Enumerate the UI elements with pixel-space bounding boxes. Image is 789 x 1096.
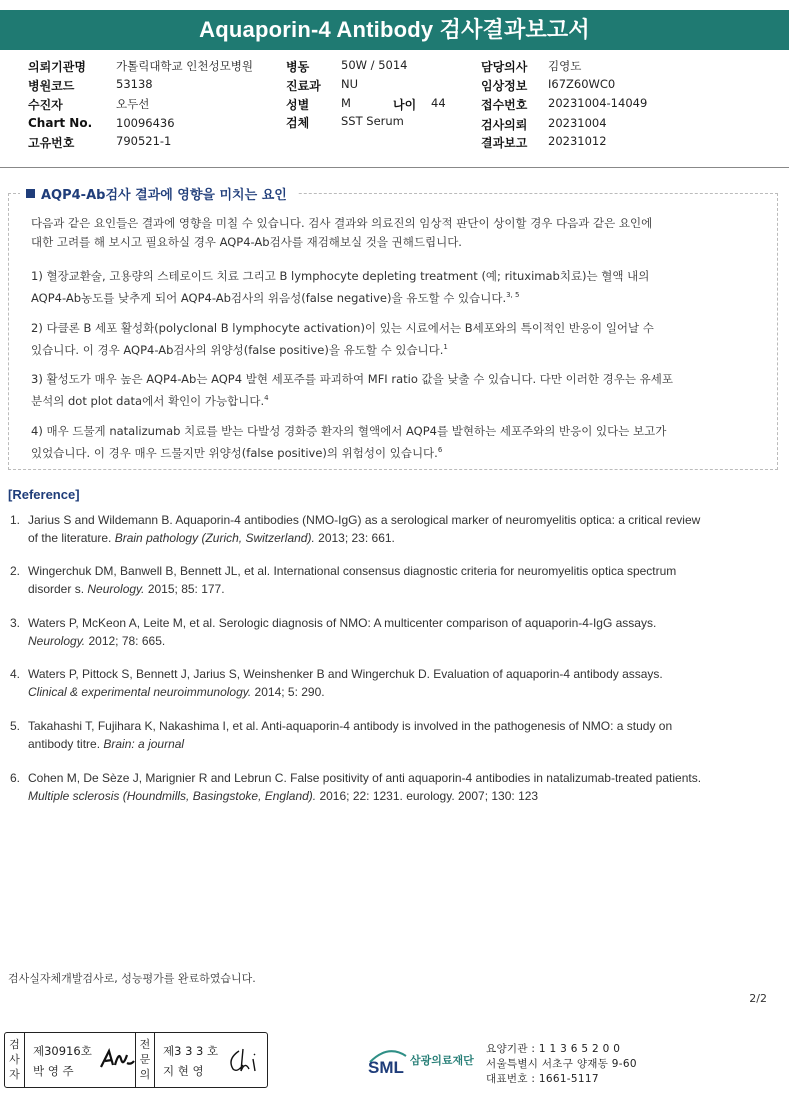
header-value: SST Serum	[341, 114, 404, 128]
factor-item: 3) 활성도가 매우 높은 AQP4-Ab는 AQP4 발현 세포주를 파괴하여 MFI ratio 값을 낮출 수 있습니다. 다만 이러한 경우는 유세포 분석의 dot plot data에서 확인이 가능합니다.$^4$	[31, 372, 673, 408]
header-label: 접수번호	[481, 98, 528, 112]
validation-note: 검사실자체개발검사로, 성능평가를 완료하였습니다.	[8, 972, 256, 985]
header-value: NU	[341, 77, 359, 91]
header-value: M	[341, 96, 351, 110]
factors-title: AQP4-Ab검사 결과에 영향을 미치는 요인	[20, 184, 297, 203]
reference-item: 3. Waters P, McKeon A, Leite M, et al. Serologic diagnosis of NMO: A multicenter comparison of aquaporin-4-IgG assays. Neurology. 2012; 78: 665.	[10, 616, 657, 648]
sml-logo-icon	[366, 1042, 410, 1078]
header-label: 결과보고	[481, 136, 528, 150]
header-value: 790521-1	[116, 134, 172, 148]
org-code: 요양기관 : 1 1 3 6 5 2 0 0	[486, 1043, 621, 1055]
svg-text:SML: SML	[368, 1058, 404, 1077]
org-address: 서울특별시 서초구 양재동 9-60	[486, 1058, 637, 1070]
header-label: Chart No.	[28, 116, 93, 130]
reference-title: [Reference]	[8, 487, 80, 502]
header-label: 담당의사	[481, 60, 528, 74]
technician-license: 제30916호	[33, 1044, 92, 1058]
square-bullet-icon	[26, 189, 35, 198]
factor-item: 1) 혈장교환술, 고용량의 스테로이드 치료 그리고 B lymphocyte depleting treatment (예; rituximab치료)는 혈액 내의 AQP4-Ab농도를 낮추게 되어 AQP4-Ab검사의 위음성(false negative)을 유도할 수 있습니다.$^{3, 5}$	[31, 269, 650, 305]
header-label: 성별	[286, 98, 310, 112]
reference-item: 5. Takahashi T, Fujihara K, Nakashima I, et al. Anti-aquaporin-4 antibody is involved in the pathogenesis of NMO: a study on antibody titre. Brain: a journal	[10, 719, 673, 751]
header-value: 10096436	[116, 116, 175, 130]
header-label: 병원코드	[28, 79, 75, 93]
header-label: 검사의뢰	[481, 118, 528, 132]
physician-name: 지 현 영	[163, 1064, 204, 1078]
header-value: 20231012	[548, 134, 607, 148]
factors-intro: 다음과 같은 요인들은 결과에 영향을 미칠 수 있습니다. 검사 결과와 의료진의 임상적 판단이 상이할 경우 다음과 같은 요인에 대한 고려를 해 보시고 필요하실 경우 AQP4-Ab검사를 재검해보실 것을 권해드립니다.	[31, 216, 653, 249]
org-phone: 대표번호 : 1661-5117	[486, 1073, 599, 1085]
header-label: 고유번호	[28, 136, 75, 150]
header-value: 20231004	[548, 116, 607, 130]
header-label: 나이	[393, 98, 417, 112]
org-name: 삼광의료재단	[410, 1054, 474, 1067]
physician-signature	[225, 1045, 263, 1077]
header-label: 수진자	[28, 98, 63, 112]
factor-item: 4) 매우 드물게 natalizumab 치료를 받는 다발성 경화증 환자의 혈액에서 AQP4를 발현하는 세포주와의 반응이 있다는 보고가 있었습니다. 이 경우 매우 드물지만 위양성(false positive)의 위험성이 있습니다.$^6$	[31, 424, 667, 460]
header-label: 진료과	[286, 79, 321, 93]
reference-item: 1. Jarius S and Wildemann B. Aquaporin-4 antibodies (NMO-IgG) as a serological marker of neuromyelitis optica: a critical review of the literature. Brain pathology (Zurich, Switzerland). 2013; 23: 661.	[10, 513, 701, 545]
technician-name: 박 영 주	[33, 1064, 74, 1078]
header-label: 임상정보	[481, 79, 528, 93]
header-value: 20231004-14049	[548, 96, 648, 110]
page-number: 2/2	[749, 992, 767, 1005]
header-value: I67Z60WC0	[548, 77, 616, 91]
header-value: 53138	[116, 77, 153, 91]
header-value: 오두선	[116, 97, 150, 111]
technician-signature	[97, 1045, 137, 1075]
header-value: 가톨릭대학교 인천성모병원	[116, 59, 253, 73]
header-label: 검체	[286, 116, 310, 130]
physician-license: 제3 3 3 호	[163, 1044, 219, 1058]
header-label: 의뢰기관명	[28, 60, 86, 74]
report-title: Aquaporin-4 Antibody 검사결과보고서	[0, 10, 789, 50]
reference-item: 4. Waters P, Pittock S, Bennett J, Jarius S, Weinshenker B and Wingerchuk D. Evaluation of aquaporin-4 antibody assays. Clinical & experimental neuroimmunology. 2014; 5: 290.	[10, 667, 663, 699]
physician-label: 전 문 의	[135, 1033, 155, 1087]
technician-label: 검 사 자	[5, 1033, 25, 1087]
header-value: 김영도	[548, 59, 582, 73]
header-label: 병동	[286, 60, 310, 74]
factor-item: 2) 다클론 B 세포 활성화(polyclonal B lymphocyte activation)이 있는 시료에서는 B세포와의 특이적인 반응이 일어날 수 있습니다. 이 경우 AQP4-Ab검사의 위양성(false positive)을 유도할 수 있습니다.$^1$	[31, 321, 654, 357]
header-divider	[0, 167, 789, 168]
header-value: 50W / 5014	[341, 58, 408, 72]
header-value: 44	[431, 96, 446, 110]
patient-header	[0, 56, 789, 166]
signature-box	[4, 1032, 268, 1088]
reference-item: 6. Cohen M, De Sèze J, Marignier R and Lebrun C. False positivity of anti aquaporin-4 antibodies in natalizumab-treated patients. Multiple sclerosis (Houndmills, Basingstoke, England). 2016; 22: 1231. eurology. 2007; 130: 123	[10, 771, 702, 803]
reference-item: 2. Wingerchuk DM, Banwell B, Bennett JL, et al. International consensus diagnostic criteria for neuromyelitis optica spectrum disorder s. Neurology. 2015; 85: 177.	[10, 564, 677, 596]
